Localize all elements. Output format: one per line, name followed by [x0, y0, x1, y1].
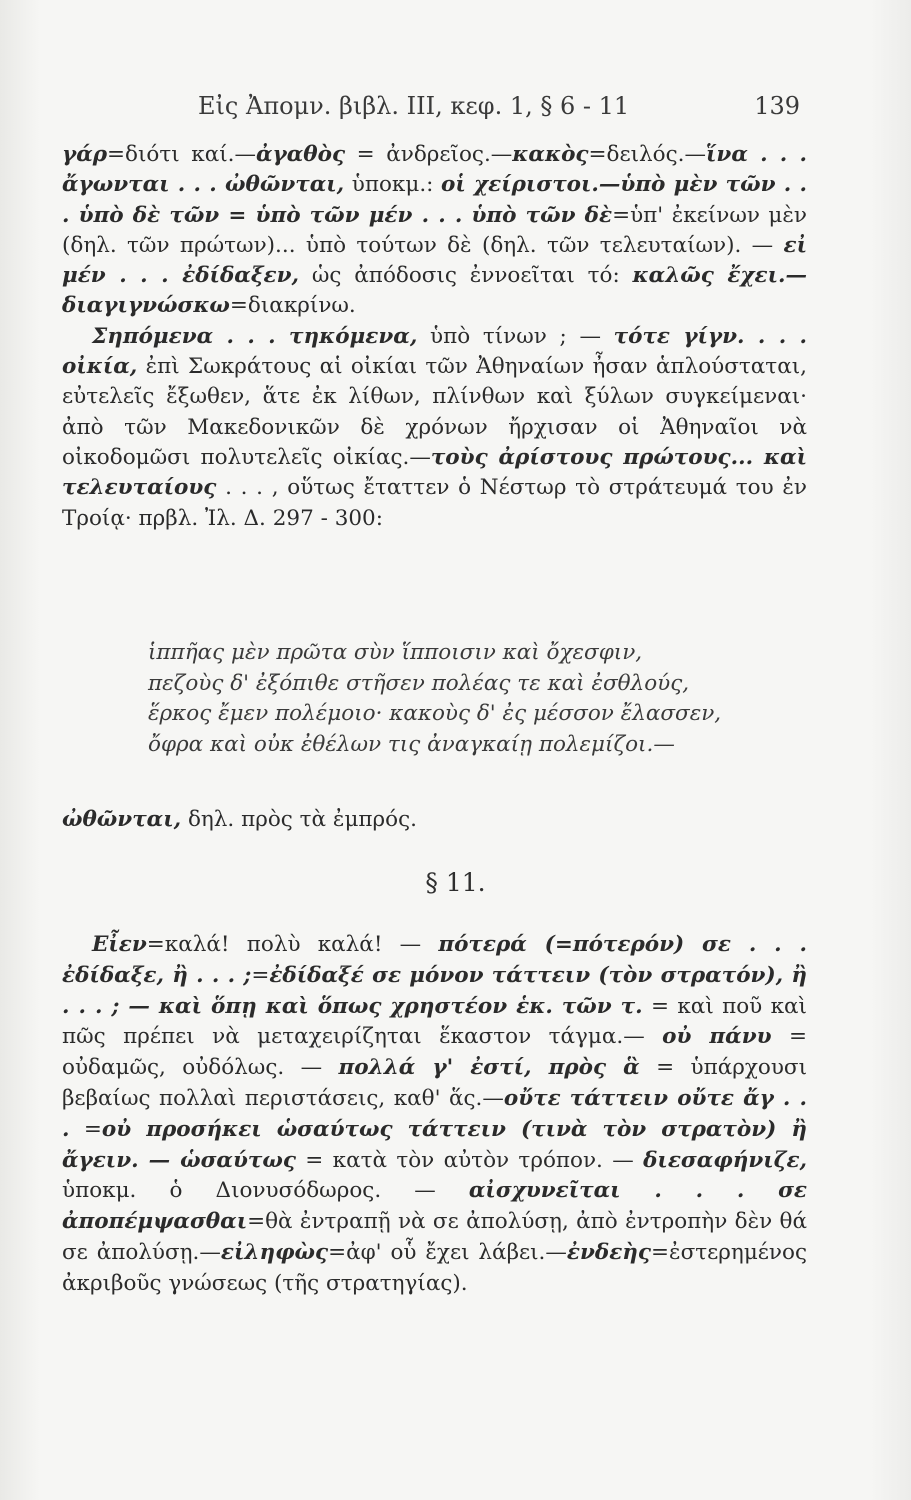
- gloss: =: [251, 962, 270, 988]
- page-header: [120, 92, 800, 120]
- gloss: = οὐδαμῶς, οὐδόλως. —: [62, 1024, 807, 1081]
- paragraph-3: [62, 930, 807, 1300]
- section-heading: § 11.: [425, 868, 486, 897]
- gloss: . . . , οὕτως ἔταττεν ὁ Νέστωρ τὸ στράτευμά του ἐν Τροίᾳ· πρβλ. Ἰλ. Δ. 297 - 300:: [62, 475, 807, 531]
- lemma: οὐ πάνυ: [662, 1024, 772, 1050]
- gloss: =ἀφ' οὗ ἔχει λάβει.—: [328, 1239, 567, 1265]
- lemma: καλῶς ἔχει.—διαγιγνώσκω: [62, 263, 808, 319]
- lemma: αἰσχυνεῖται . . . σε ἀποπέμψασθαι: [62, 1178, 807, 1235]
- lemma: ἐδίδαξέ σε μόνον τάττειν (τὸν στρατόν), ἢ . . . ; — καὶ ὅπῃ καὶ ὅπως χρηστέον ἑκ. τῶν τ.: [62, 962, 808, 1019]
- page-number: 139: [754, 92, 800, 120]
- gloss: ἐπὶ Σωκράτους αἱ οἰκίαι τῶν Ἀθηναίων ἦσαν ἁπλούσταται, εὐτελεῖς ἔξωθεν, ἅτε ἐκ λίθων, πλίνθων καὶ ξύλων συγκείμεναι· ἀπὸ τῶν Μακεδονικῶν δὲ χρόνων ἤρχισαν οἱ Ἀθηναῖοι νὰ οἰκοδομῶσι πολυτελεῖς οἰκίας.—: [62, 354, 807, 470]
- lemma: γάρ: [62, 142, 108, 167]
- gloss: =ἐστερημένος ἀκριβοῦς γνώσεως (τῆς στρατηγίας).: [62, 1239, 807, 1296]
- lemma: ἀγαθὸς: [256, 142, 346, 167]
- lemma: οἱ χείριστοι.—ὑπὸ μὲν τῶν . . . ὑπὸ δὲ τῶν = ὑπὸ τῶν μέν . . . ὑπὸ τῶν δὲ: [62, 172, 807, 228]
- gloss: =καλά! πολὺ καλά! —: [146, 932, 439, 957]
- verse-line: ἕρκος ἔμεν πολέμοιο· κακοὺς δ' ἐς μέσσον ἔλασσεν,: [148, 701, 722, 726]
- lemma: ἐνδεὴς: [566, 1239, 652, 1265]
- gloss: = ἀνδρεῖος.—: [345, 142, 513, 167]
- gloss: = καὶ ποῦ καὶ πῶς πρέπει νὰ μεταχειρίζηται ἕκαστον τάγμα.—: [62, 993, 807, 1050]
- gloss: =διότι καί.—: [107, 142, 256, 167]
- lemma: ὠθῶνται,: [62, 807, 182, 832]
- lemma: τοὺς ἀρίστους πρώτους... καὶ τελευταίους: [62, 444, 807, 501]
- gloss: ὑπὸ τίνων ; —: [417, 323, 614, 349]
- commentary-top: [62, 140, 807, 534]
- lemma: εἰ μέν . . . ἐδίδαξεν,: [62, 232, 807, 289]
- post-quotation-note: [62, 805, 807, 835]
- gloss: = ὑπάρχουσι βεβαίως πολλαὶ περιστάσεις, καθ' ἅς.—: [62, 1055, 808, 1111]
- lemma: οὔτε τάττειν οὔτε ἄγ . . .: [62, 1085, 807, 1142]
- lemma: πότερά (=πότερόν) σε . . . ἐδίδαξε, ἢ . . . ;: [62, 932, 807, 988]
- gloss: =ὑπ' ἐκείνων μὲν (δηλ. τῶν πρώτων)... ὑπὸ τούτων δὲ (δηλ. τῶν τελευταίων). —: [62, 202, 808, 258]
- running-title: Εἰς Ἀπομν. βιβλ. ΙΙΙ, κεφ. 1, § 6 - 11: [198, 92, 630, 120]
- lemma: κακὸς: [512, 142, 589, 167]
- gloss: =θὰ ἐντραπῇ νὰ σε ἀπολύσῃ, ἀπὸ ἐντροπὴν δὲν θά σε ἀπολύσῃ.—: [62, 1209, 807, 1265]
- paragraph-1: [62, 140, 807, 322]
- gloss: =: [69, 1116, 102, 1142]
- homer-quotation: [148, 638, 722, 760]
- lemma: ἵνα . . . ἄγωνται . . . ὠθῶνται,: [62, 142, 807, 198]
- gloss: ὑποκμ.:: [344, 172, 442, 198]
- gloss: =δειλός.—: [588, 142, 706, 167]
- verse-line: πεζοὺς δ' ἐξόπιθε στῆσεν πολέας τε καὶ ἐσθλούς,: [148, 670, 690, 696]
- gloss: = κατὰ τὸν αὐτὸν τρόπον. —: [295, 1147, 644, 1173]
- gloss: δηλ. πρὸς τὰ ἐμπρός.: [181, 807, 418, 832]
- lemma: Εἶεν: [92, 932, 147, 957]
- lemma: Σηπόμενα . . . τηκόμενα,: [92, 323, 418, 349]
- verse-line: ἱππῆας μὲν πρῶτα σὺν ἵπποισιν καὶ ὄχεσφιν,: [148, 640, 643, 665]
- lemma: εἰληφὼς: [220, 1239, 329, 1265]
- lemma: διεσαφήνιζε,: [643, 1147, 807, 1173]
- commentary-section-11: [62, 930, 807, 1300]
- lemma: πολλά γ' ἐστί, πρὸς ἃ: [338, 1055, 640, 1081]
- verse-line: ὄφρα καὶ οὐκ ἐθέλων τις ἀναγκαίῃ πολεμίζοι.—: [148, 731, 675, 757]
- gloss: ὡς ἀπόδοσις ἐννοεῖται τό:: [299, 263, 633, 289]
- paragraph-2: [62, 322, 807, 534]
- lemma: οὐ προσήκει ὡσαύτως τάττειν (τινὰ τὸν στρατὸν) ἢ ἄγειν. — ὡσαύτως: [62, 1116, 808, 1173]
- gloss: ὑποκμ. ὁ Διονυσόδωρος. —: [62, 1178, 469, 1204]
- lemma: τότε γίγν. . . . οἰκία,: [62, 323, 808, 380]
- gloss: =διακρίνω.: [229, 293, 356, 319]
